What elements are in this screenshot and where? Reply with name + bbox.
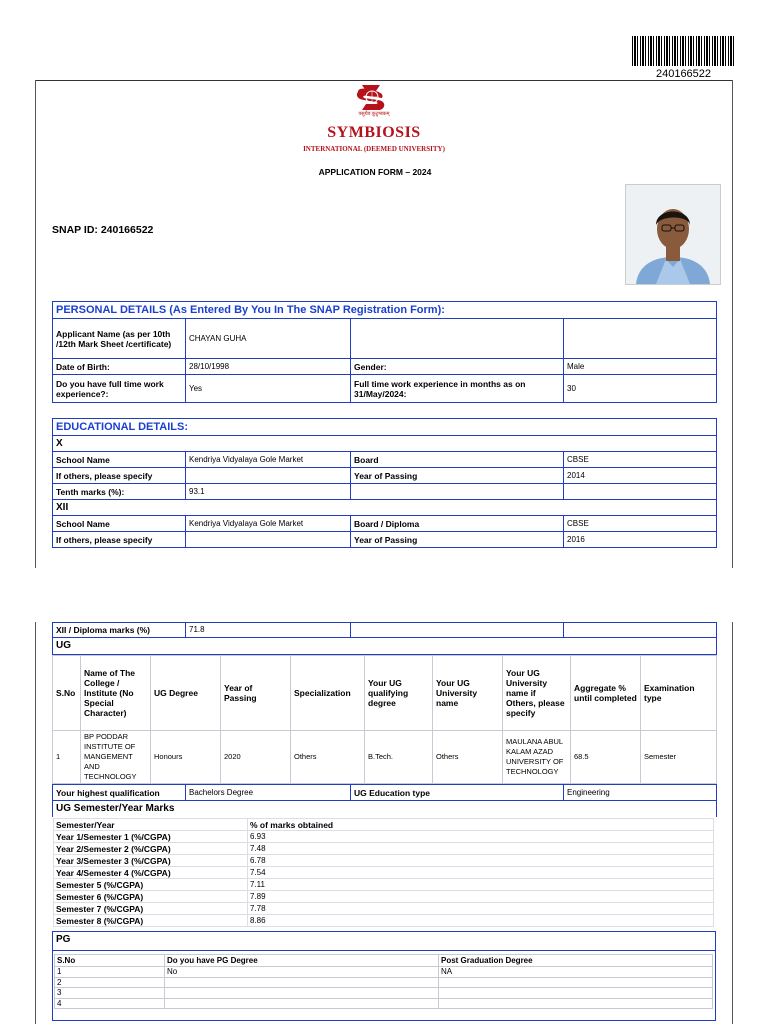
page2-right-border xyxy=(732,622,733,1024)
university-subtitle: INTERNATIONAL (DEEMED UNIVERSITY) xyxy=(303,145,445,153)
ug-year: 2020 xyxy=(221,731,291,784)
ug-exam-type: Semester xyxy=(641,731,717,784)
pg-header-sno: S.No xyxy=(55,955,165,967)
ug-qualifying-degree: B.Tech. xyxy=(365,731,433,784)
highest-qualification-label: Your highest qualification xyxy=(53,785,186,801)
barcode xyxy=(632,36,735,66)
ug-header-degree: UG Degree xyxy=(151,656,221,731)
ug-summary-table xyxy=(52,784,717,817)
empty-cell xyxy=(564,484,717,500)
semester-label: Year 1/Semester 1 (%/CGPA) xyxy=(54,831,248,843)
empty-cell xyxy=(351,484,564,500)
x-others-label: If others, please specify xyxy=(53,468,186,484)
semester-label: Semester 6 (%/CGPA) xyxy=(54,891,248,903)
ug-header-exam-type: Examination type xyxy=(641,656,717,731)
x-year-value: 2014 xyxy=(564,468,717,484)
ug-degree: Honours xyxy=(151,731,221,784)
x-school-value: Kendriya Vidyalaya Gole Market xyxy=(186,452,351,468)
xii-year-value: 2016 xyxy=(564,532,717,548)
applicant-name-label: Applicant Name (as per 10th /12th Mark Sheet /certificate) xyxy=(53,319,186,359)
semester-value: 7.11 xyxy=(248,879,714,891)
ug-header-sno: S.No xyxy=(53,656,81,731)
page-top-border xyxy=(35,80,733,81)
pg-have-degree xyxy=(165,977,439,988)
empty-cell xyxy=(564,623,717,638)
xii-school-label: School Name xyxy=(53,516,186,532)
semester-marks-heading: UG Semester/Year Marks xyxy=(53,801,717,817)
pg-have-degree: No xyxy=(165,967,439,978)
applicant-photo xyxy=(625,184,721,285)
x-marks-value: 93.1 xyxy=(186,484,351,500)
university-name: SYMBIOSIS xyxy=(327,124,421,141)
semester-value: 7.78 xyxy=(248,903,714,915)
work-experience-label: Do you have full time work experience?: xyxy=(53,375,186,403)
personal-details-table xyxy=(52,301,717,403)
work-months-label: Full time work experience in months as on 31/May/2024: xyxy=(351,375,564,403)
pg-sno: 1 xyxy=(55,967,165,978)
barcode-number: 240166522 xyxy=(655,68,712,80)
ug-heading: UG xyxy=(53,638,717,655)
gender-value: Male xyxy=(564,359,717,375)
page-right-border xyxy=(732,80,733,568)
xii-board-value: CBSE xyxy=(564,516,717,532)
ug-header-college: Name of The College / Institute (No Special Character) xyxy=(81,656,151,731)
pg-sno: 3 xyxy=(55,988,165,999)
x-others-value xyxy=(186,468,351,484)
semester-label: Year 4/Semester 4 (%/CGPA) xyxy=(54,867,248,879)
x-marks-label: Tenth marks (%): xyxy=(53,484,186,500)
xii-year-label: Year of Passing xyxy=(351,532,564,548)
applicant-name-value: CHAYAN GUHA xyxy=(186,319,351,359)
ug-header-qualifying-degree: Your UG qualifying degree xyxy=(365,656,433,731)
xii-others-value xyxy=(186,532,351,548)
tenth-heading: X xyxy=(53,436,717,452)
semester-marks-table xyxy=(53,818,714,927)
page2-left-border xyxy=(35,622,36,1024)
pg-degree: NA xyxy=(439,967,713,978)
xii-marks-value: 71.8 xyxy=(186,623,351,638)
pg-header-degree: Post Graduation Degree xyxy=(439,955,713,967)
ug-header-year: Year of Passing xyxy=(221,656,291,731)
pg-heading: PG xyxy=(56,934,71,945)
x-board-label: Board xyxy=(351,452,564,468)
ug-university: Others xyxy=(433,731,503,784)
pg-degree xyxy=(439,977,713,988)
highest-qualification-value: Bachelors Degree xyxy=(186,785,351,801)
ug-sno: 1 xyxy=(53,731,81,784)
ug-header-specialization: Specialization xyxy=(291,656,365,731)
marks-col-header: % of marks obtained xyxy=(248,819,714,831)
pg-table xyxy=(54,954,713,1009)
ug-aggregate: 68.5 xyxy=(571,731,641,784)
ug-header-university-other: Your UG University name if Others, please specify xyxy=(503,656,571,731)
work-experience-value: Yes xyxy=(186,375,351,403)
ug-education-type-label: UG Education type xyxy=(351,785,564,801)
ug-university-other: MAULANA ABUL KALAM AZAD UNIVERSITY OF TECHNOLOGY xyxy=(503,731,571,784)
xii-marks-label: XII / Diploma marks (%) xyxy=(53,623,186,638)
ug-details-table xyxy=(52,655,717,784)
xii-board-label: Board / Diploma xyxy=(351,516,564,532)
pg-header-have-degree: Do you have PG Degree xyxy=(165,955,439,967)
educational-details-heading: EDUCATIONAL DETAILS: xyxy=(53,419,717,436)
pg-sno: 2 xyxy=(55,977,165,988)
twelfth-heading: XII xyxy=(53,500,717,516)
pg-degree xyxy=(439,998,713,1009)
snap-id: SNAP ID: 240166522 xyxy=(52,224,154,236)
x-school-label: School Name xyxy=(53,452,186,468)
empty-cell xyxy=(351,623,564,638)
page-left-border xyxy=(35,80,36,568)
pg-have-degree xyxy=(165,998,439,1009)
semester-value: 6.93 xyxy=(248,831,714,843)
pg-divider xyxy=(52,950,716,951)
ug-specialization: Others xyxy=(291,731,365,784)
ug-header-aggregate: Aggregate % until completed xyxy=(571,656,641,731)
x-board-value: CBSE xyxy=(564,452,717,468)
university-motto: वसुधैव कुटुम्बकम् xyxy=(358,111,390,117)
ug-header-university: Your UG University name xyxy=(433,656,503,731)
semester-value: 7.48 xyxy=(248,843,714,855)
educational-details-table xyxy=(52,418,717,548)
xii-school-value: Kendriya Vidyalaya Gole Market xyxy=(186,516,351,532)
semester-label: Semester 8 (%/CGPA) xyxy=(54,915,248,927)
gender-label: Gender: xyxy=(351,359,564,375)
semester-label: Year 2/Semester 2 (%/CGPA) xyxy=(54,843,248,855)
form-title: APPLICATION FORM – 2024 xyxy=(318,167,432,177)
symbiosis-logo-icon xyxy=(352,82,392,114)
semester-label: Semester 7 (%/CGPA) xyxy=(54,903,248,915)
semester-value: 8.86 xyxy=(248,915,714,927)
semester-value: 7.54 xyxy=(248,867,714,879)
dob-label: Date of Birth: xyxy=(53,359,186,375)
semester-label: Year 3/Semester 3 (%/CGPA) xyxy=(54,855,248,867)
empty-cell xyxy=(564,319,717,359)
semester-col-header: Semester/Year xyxy=(54,819,248,831)
work-months-value: 30 xyxy=(564,375,717,403)
empty-cell xyxy=(351,319,564,359)
x-year-label: Year of Passing xyxy=(351,468,564,484)
personal-details-heading: PERSONAL DETAILS (As Entered By You In The SNAP Registration Form): xyxy=(53,302,717,319)
pg-have-degree xyxy=(165,988,439,999)
twelfth-marks-table xyxy=(52,622,717,655)
ug-college: BP PODDAR INSTITUTE OF MANGEMENT AND TECHNOLOGY xyxy=(81,731,151,784)
semester-value: 6.78 xyxy=(248,855,714,867)
applicant-photo-icon xyxy=(626,185,720,284)
dob-value: 28/10/1998 xyxy=(186,359,351,375)
semester-value: 7.89 xyxy=(248,891,714,903)
pg-degree xyxy=(439,988,713,999)
xii-others-label: If others, please specify xyxy=(53,532,186,548)
semester-label: Semester 5 (%/CGPA) xyxy=(54,879,248,891)
ug-education-type-value: Engineering xyxy=(564,785,717,801)
pg-sno: 4 xyxy=(55,998,165,1009)
